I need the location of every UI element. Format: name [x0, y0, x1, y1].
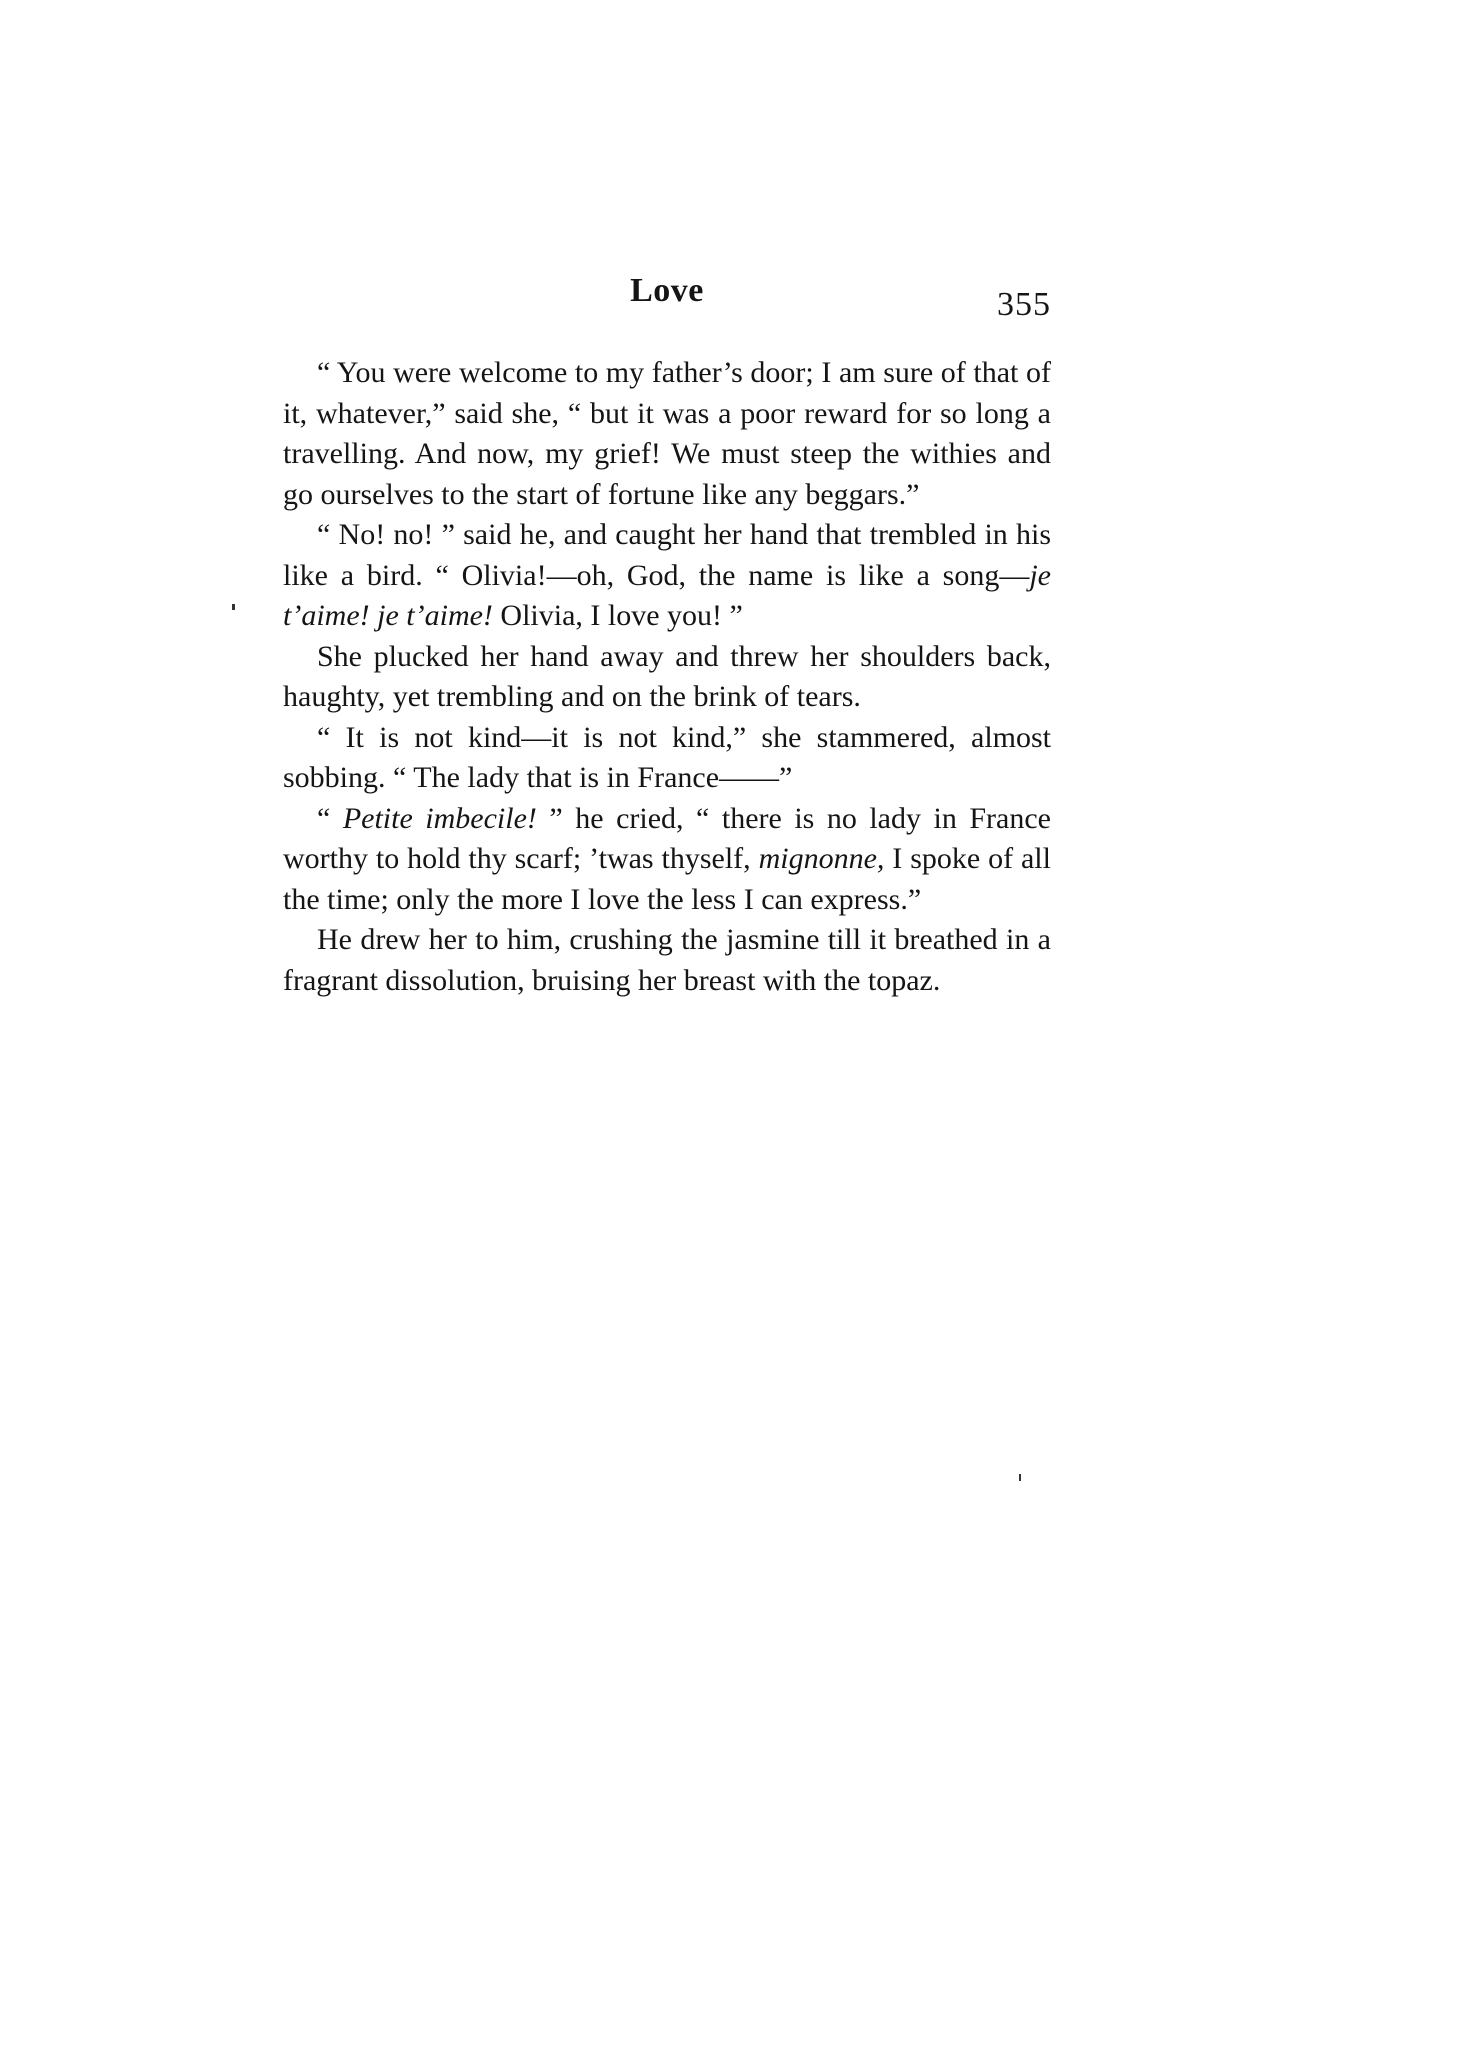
text-run: “ [317, 801, 343, 835]
paragraph [283, 718, 1051, 799]
running-title: Love [630, 272, 704, 309]
text-run: He drew her to him, crushing the jasmine till it breathed in a fragrant dissolution, bruising her breast with the topaz. [283, 923, 1051, 997]
italic-text: mignonne, [758, 842, 885, 875]
scan-speck [232, 604, 235, 610]
paragraph [283, 799, 1051, 921]
text-run: “ It is not kind—it is not kind,” she stammered, almost sobbing. “ The lady that is in France——” [283, 720, 1051, 794]
scan-speck [1019, 1474, 1021, 1481]
page-number: 355 [997, 286, 1051, 323]
italic-text: je t’aime! je t’aime! [283, 558, 1051, 632]
page-header [283, 272, 1051, 324]
text-run: “ No! no! ” said he, and caught her hand that trembled in his like a bird. “ Olivia!—oh, God, the name is like a song— [283, 518, 1051, 592]
text-run: “ You were welcome to my father’s door; I am sure of that of it, whatever,” said she, “ but it was a poor reward for so long a travelling. And now, my grief! We must steep the withies and go ourselves to the start of fortune like any beggars.” [283, 356, 1051, 511]
paragraph [283, 353, 1051, 515]
body-text [283, 353, 1051, 1001]
text-run: I spoke of all the time; only the more I love the less I can express.” [283, 842, 1051, 916]
text-run: Olivia, I love you! ” [492, 599, 743, 632]
italic-text: Petite imbecile! [342, 801, 537, 835]
text-run: She plucked her hand away and threw her shoulders back, haughty, yet trembling and on the brink of tears. [283, 639, 1051, 713]
paragraph [283, 637, 1051, 718]
text-run: ” he cried, “ there is no lady in France worthy to hold thy scarf; ’twas thyself, [283, 801, 1051, 875]
paragraph [283, 515, 1051, 637]
paragraph [283, 920, 1051, 1001]
